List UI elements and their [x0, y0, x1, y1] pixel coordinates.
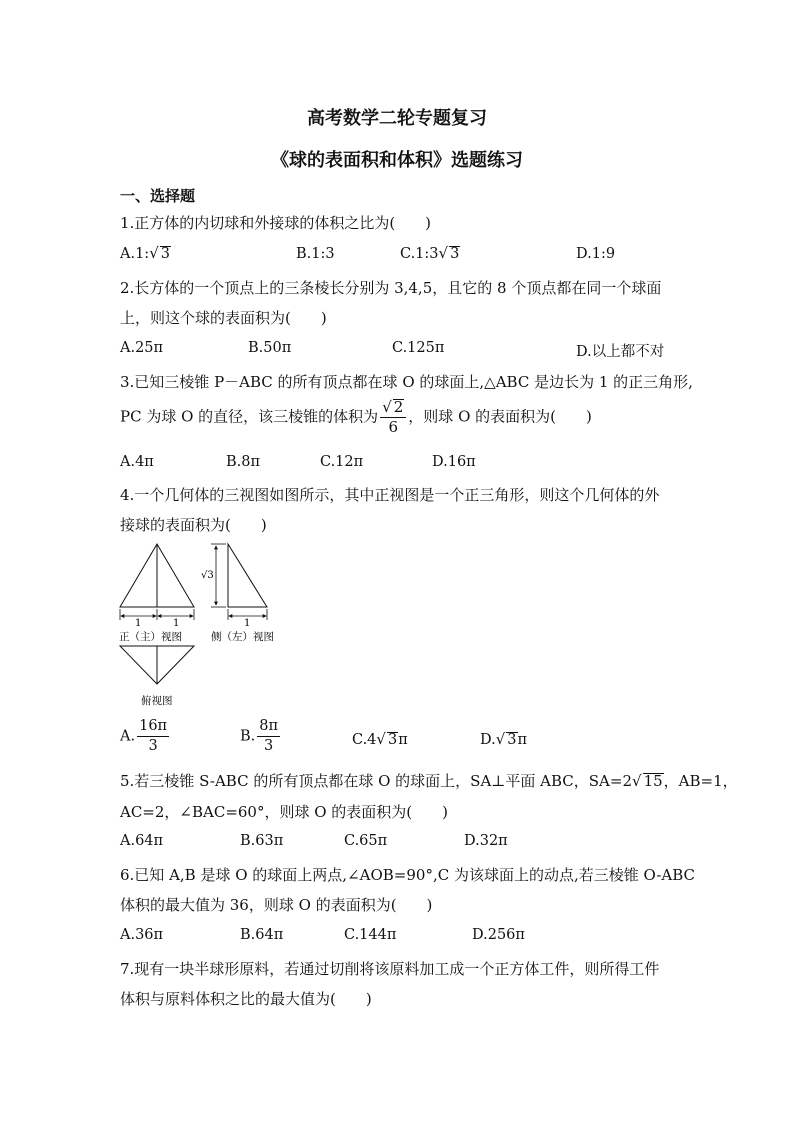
question-5-line-1-post: ，AB=1，: [663, 772, 738, 790]
q4-option-a: [120, 718, 171, 755]
question-6-line-2: 体积的最大值为 36，则球 O 的表面积为( ): [120, 896, 433, 914]
q6-option-a: A.36π: [120, 927, 164, 943]
side-dim-label: 1: [244, 618, 251, 629]
q4-option-a-numerator: 16π: [137, 718, 169, 737]
q5-option-d: D.32π: [464, 833, 508, 849]
q4-option-d-radicand: 3: [507, 732, 517, 748]
page-title: 高考数学二轮专题复习: [307, 108, 487, 129]
front-view-dimension: [120, 609, 194, 620]
q3-option-d: D.16π: [432, 454, 476, 470]
q2-option-d: D.以上都不对: [576, 344, 665, 360]
question-5-line-1-pre: 5.若三棱锥 S-ABC 的所有顶点都在球 O 的球面上，SA⊥平面 ABC，SA=2: [120, 772, 633, 790]
q4-option-b-numerator: 8π: [257, 718, 280, 737]
q1-option-c: C.1:3√ 3: [400, 244, 460, 262]
question-4-line-1: 4.一个几何体的三视图如图所示，其中正视图是一个正三角形，则这个几何体的外: [120, 486, 660, 504]
question-4-line-2: 接球的表面积为( ): [120, 516, 267, 534]
question-7-line-1: 7.现有一块半球形原料，若通过切削将该原料加工成一个正方体工件，则所得工件: [120, 960, 660, 978]
q5-option-b: B.63π: [240, 833, 284, 849]
q4-option-d-pre: D.: [480, 732, 496, 748]
q4-option-b-denominator: 3: [264, 738, 274, 754]
q4-option-c-post: π: [398, 732, 408, 748]
side-view-triangle: [228, 544, 267, 607]
q4-option-a-letter: A.: [120, 728, 136, 745]
q4-option-b: [240, 718, 282, 755]
q2-option-c: C.125π: [392, 340, 445, 356]
q4-option-d: D.√ 3π: [480, 730, 528, 748]
question-5-line-1: 5.若三棱锥 S-ABC 的所有顶点都在球 O 的球面上，SA⊥平面 ABC，SA=2√ 15，AB=1，: [120, 772, 738, 790]
q2-option-b: B.50π: [248, 340, 292, 356]
q1-option-a-text: A.1:: [120, 246, 150, 262]
q4-option-c-pre: C.4: [352, 732, 377, 748]
front-dim-right-label: 1: [173, 618, 180, 629]
question-3-line-2: [120, 399, 592, 436]
three-view-figure: [115, 540, 295, 712]
question-3-line-2-pre: PC 为球 O 的直径，该三棱锥的体积为: [120, 407, 379, 426]
front-view-triangle: [120, 544, 194, 607]
q6-option-b: B.64π: [240, 927, 284, 943]
section-heading: 一、选择题: [120, 187, 196, 205]
page-subtitle: 《球的表面积和体积》选题练习: [271, 150, 523, 171]
q4-option-b-letter: B.: [240, 728, 256, 745]
question-1-stem: 1.正方体的内切球和外接球的体积之比为( ): [120, 214, 432, 232]
question-2-line-2: 上，则这个球的表面积为( ): [120, 309, 327, 327]
side-view-label: 侧（左）视图: [211, 631, 274, 643]
q4-option-c-radicand: 3: [387, 732, 398, 748]
q6-option-d: D.256π: [472, 927, 525, 943]
q1-option-c-radicand: 3: [450, 246, 460, 262]
q4-option-a-denominator: 3: [148, 738, 158, 754]
question-3-line-2-post: ，则球 O 的表面积为( ): [408, 407, 592, 426]
q1-option-c-text: C.1:3: [400, 246, 439, 262]
question-5-line-2: AC=2，∠BAC=60°，则球 O 的表面积为( ): [120, 803, 449, 821]
front-dim-left-label: 1: [135, 618, 142, 629]
q3-fraction-denominator: 6: [388, 418, 399, 436]
question-6-line-1: 6.已知 A,B 是球 O 的球面上两点,∠AOB=90°,C 为该球面上的动点,若三棱锥 O-ABC: [120, 866, 696, 884]
q1-option-a: A.1:√ 3: [120, 244, 170, 262]
q1-option-b: B.1:3: [296, 246, 335, 262]
q3-option-b: B.8π: [226, 454, 261, 470]
question-5-radicand: 15: [643, 772, 663, 790]
q6-option-c: C.144π: [344, 927, 397, 943]
top-view-triangle: [120, 646, 194, 684]
q3-fraction-numerator-radicand: 2: [393, 398, 404, 416]
question-7-line-2: 体积与原料体积之比的最大值为( ): [120, 990, 372, 1008]
q1-option-a-radicand: 3: [160, 246, 170, 262]
question-2-line-1: 2.长方体的一个顶点上的三条棱长分别为 3,4,5，且它的 8 个顶点都在同一个球面: [120, 279, 662, 297]
q5-option-a: A.64π: [120, 833, 164, 849]
q4-option-d-post: π: [517, 732, 528, 748]
q3-volume-fraction: $\frac{√ 2}{6}$: [380, 399, 406, 436]
question-3-line-1: 3.已知三棱锥 P－ABC 的所有顶点都在球 O 的球面上,△ABC 是边长为 1 的正三角形,: [120, 373, 693, 391]
q3-option-a: A.4π: [120, 454, 154, 470]
top-view-label: 俯视图: [141, 695, 173, 707]
q2-option-a: A.25π: [120, 340, 164, 356]
q3-option-c: C.12π: [320, 454, 364, 470]
q4-option-c: C.4√ 3π: [352, 730, 408, 748]
front-view-label: 正（主）视图: [119, 631, 182, 643]
side-view-height-label: √3: [201, 570, 214, 581]
q5-option-c: C.65π: [344, 833, 388, 849]
q1-option-d: D.1:9: [576, 246, 616, 262]
